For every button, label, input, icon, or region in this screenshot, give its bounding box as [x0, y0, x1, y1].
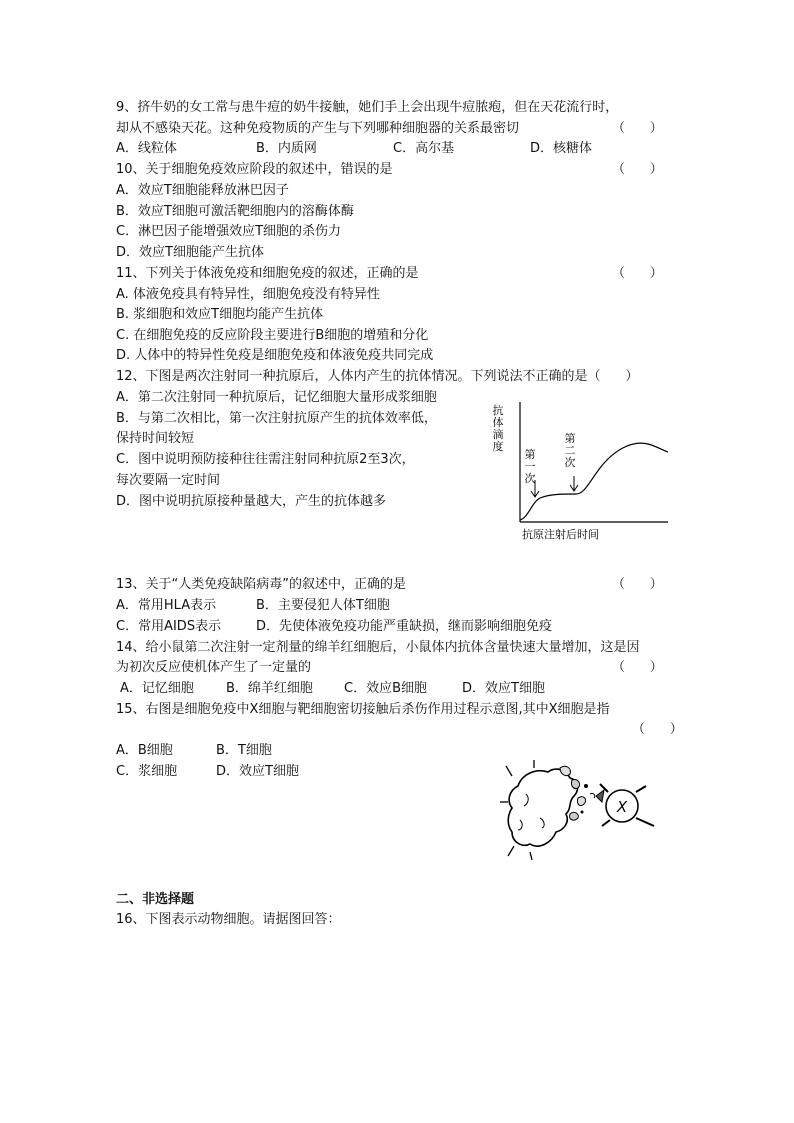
q9-option-a: A．线粒体 [116, 141, 177, 156]
q10-stem: 10、关于细胞免疫效应阶段的叙述中，错误的是 [116, 162, 393, 177]
q9-option-c: C．高尔基 [393, 141, 455, 156]
q11-option-a: A. 体液免疫具有特异性，细胞免疫没有特异性 [116, 287, 380, 302]
q11-option-b: B. 浆细胞和效应T细胞均能产生抗体 [116, 307, 324, 322]
q14-option-d: D．效应T细胞 [462, 681, 545, 696]
q9-option-d: D．核糖体 [530, 141, 593, 156]
cell-attack-figure [500, 758, 670, 862]
q12-option-d: D．图中说明抗原接种量越大，产生的抗体越多 [116, 494, 387, 509]
q16-stem: 16、下图表示动物细胞。请据图回答： [116, 912, 341, 927]
q9-answer-paren: （ ） [612, 121, 663, 136]
chart-first-label: 第一次 [524, 448, 536, 485]
section-title-nonchoice: 二、非选择题 [116, 892, 195, 907]
q13-option-d: D．先使体液免疫功能严重缺损，继而影响细胞免疫 [256, 619, 553, 634]
chart-ylabel: 抗体滴度 [492, 404, 504, 453]
q13-option-a: A．常用HLA表示 [116, 598, 217, 613]
q15-option-a: A．B细胞 [116, 743, 173, 758]
x-cell-label: X [616, 798, 628, 816]
q11-stem: 11、下列关于体液免疫和细胞免疫的叙述，正确的是 [116, 266, 419, 281]
chart-xlabel: 抗原注射后时间 [522, 528, 599, 541]
x-cell-receptor-2 [636, 786, 646, 792]
q14-option-b: B．绵羊红细胞 [226, 681, 313, 696]
q15-answer-paren: （ ） [632, 722, 683, 737]
q9-stem-line2: 却从不感染天花。这种免疫物质的产生与下列哪种细胞器的关系最密切 [116, 121, 520, 136]
q12-option-b-cont: 保持时间较短 [116, 431, 195, 446]
q14-option-c: C．效应B细胞 [344, 681, 427, 696]
q11-option-c: C. 在细胞免疫的反应阶段主要进行B细胞的增殖和分化 [116, 328, 429, 343]
q12-option-a: A．第二次注射同一种抗原后，记忆细胞大量形成浆细胞 [116, 390, 437, 405]
q10-option-c: C．淋巴因子能增强效应T细胞的杀伤力 [116, 224, 342, 239]
q10-option-a: A．效应T细胞能释放淋巴因子 [116, 183, 289, 198]
antibody-curve [520, 443, 668, 520]
q9-option-b: B．内质网 [256, 141, 317, 156]
q12-option-b: B．与第二次相比，第一次注射抗原产生的抗体效率低， [116, 411, 437, 426]
q13-answer-paren: （ ） [612, 577, 663, 592]
contact-granules [596, 790, 604, 802]
x-cell-receptor-4 [602, 820, 610, 826]
chart-second-label: 第二次 [564, 432, 576, 469]
antibody-chart [484, 398, 684, 544]
q13-option-c: C．常用AIDS表示 [116, 619, 222, 634]
target-cell-outline [508, 769, 577, 846]
q14-answer-paren: （ ） [612, 660, 663, 675]
q11-option-d: D. 人体中的特异性免疫是细胞免疫和体液免疫共同完成 [116, 348, 434, 363]
q12-option-c-cont: 每次要隔一定时间 [116, 473, 221, 488]
q11-answer-paren: （ ） [612, 266, 663, 281]
q9-stem-line1: 9、挤牛奶的女工常与患牛痘的奶牛接触，她们手上会出现牛痘脓疱，但在天花流行时， [116, 100, 619, 115]
q14-option-a: A．记忆细胞 [120, 681, 194, 696]
x-cell-receptor-3 [636, 818, 654, 826]
q15-option-d: D．效应T细胞 [216, 764, 299, 779]
q15-option-c: C．浆细胞 [116, 764, 178, 779]
q15-stem: 15、右图是细胞免疫中X细胞与靶细胞密切接触后杀伤作用过程示意图,其中X细胞是指 [116, 702, 610, 717]
q12-stem: 12、下图是两次注射同一种抗原后，人体内产生的抗体情况。下列说法不正确的是（ ） [116, 369, 639, 384]
q10-answer-paren: （ ） [612, 162, 663, 177]
q10-option-d: D．效应T细胞能产生抗体 [116, 245, 264, 260]
q13-option-b: B．主要侵犯人体T细胞 [256, 598, 390, 613]
q14-stem-line2: 为初次反应使机体产生了一定量的 [116, 660, 312, 675]
q14-stem-line1: 14、给小鼠第二次注射一定剂量的绵羊红细胞后，小鼠体内抗体含量快速大量增加，这是因 [116, 640, 640, 655]
q12-option-c: C．图中说明预防接种往往需注射同种抗原2至3次， [116, 452, 415, 467]
q13-stem: 13、关于“人类免疫缺陷病毒”的叙述中，正确的是 [116, 577, 407, 592]
q10-option-b: B．效应T细胞可激活靶细胞内的溶酶体酶 [116, 204, 354, 219]
q15-option-b: B．T细胞 [216, 743, 272, 758]
